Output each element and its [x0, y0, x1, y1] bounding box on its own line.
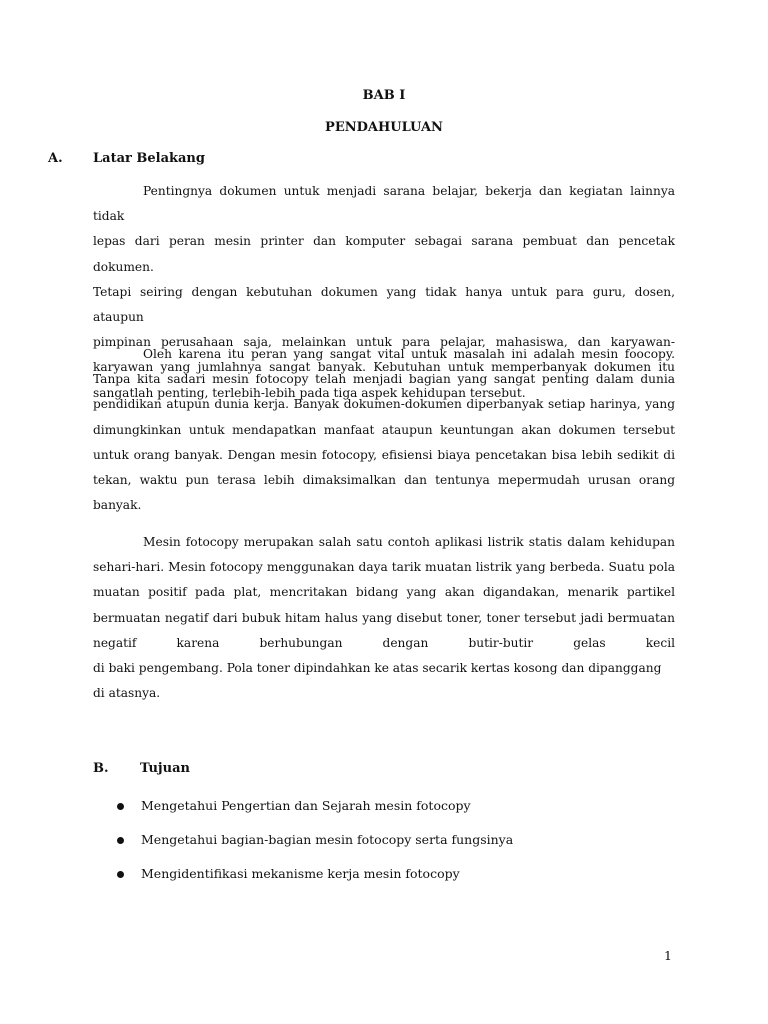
- page-number: 1: [664, 948, 672, 963]
- paragraph-line: lepas dari peran mesin printer dan komputer sebagai sarana pembuat dan pencetak dokumen.: [93, 234, 675, 274]
- paragraph-line: Tetapi seiring dengan kebutuhan dokumen yang tidak hanya untuk para guru, dosen, ataupun: [93, 284, 675, 325]
- paragraph-line: karyawan yang jumlahnya sangat banyak. Kebutuhan untuk memperbanyak dokumen itu: [93, 360, 675, 375]
- paragraph-line: Pentingnya dokumen untuk menjadi sarana belajar, bekerja dan kegiatan lainnya tidak: [93, 184, 675, 224]
- bullet-icon: [117, 803, 124, 810]
- objectives-list: [115, 796, 513, 898]
- paragraph-line: Oleh karena itu peran yang sangat vital untuk masalah ini adalah mesin foocopy.: [143, 347, 675, 361]
- list-item-text: Mengetahui Pengertian dan Sejarah mesin fotocopy: [141, 798, 471, 813]
- paragraph-line: muatan positif pada plat, mencritakan bidang yang akan digandakan, menarik partikel: [93, 585, 675, 600]
- paragraph-line: tekan, waktu pun terasa lebih dimaksimalkan dan tentunya mepermudah urusan orang: [93, 473, 675, 488]
- paragraph-line: Mesin fotocopy merupakan salah satu contoh aplikasi listrik statis dalam kehidupan: [143, 535, 675, 549]
- chapter-title: PENDAHULUAN: [325, 120, 443, 135]
- bullet-icon: [117, 837, 124, 844]
- section-a-letter: A.: [48, 151, 63, 166]
- list-item: [115, 830, 513, 864]
- paragraph-line: negatif karena berhubungan dengan butir-butir gelas kecil: [93, 635, 675, 650]
- chapter-number: BAB I: [362, 88, 406, 103]
- list-item-text: Mengidentifikasi mekanisme kerja mesin fotocopy: [141, 866, 460, 881]
- section-b-letter: B.: [93, 761, 109, 776]
- paragraph-2: [93, 342, 675, 518]
- bullet-icon: [117, 871, 124, 878]
- paragraph-line: untuk orang banyak. Dengan mesin fotocopy, efisiensi biaya pencetakan bisa lebih sedikit di: [93, 447, 675, 462]
- paragraph-line: pendidikan atupun dunia kerja. Banyak dokumen-dokumen diperbanyak setiap harinya, yang: [93, 397, 675, 412]
- list-item: [115, 864, 513, 898]
- section-a-title: Latar Belakang: [93, 151, 205, 166]
- paragraph-line: dimungkinkan untuk mendapatkan manfaat ataupun keuntungan akan dokumen tersebut: [93, 422, 675, 437]
- list-item-text: Mengetahui bagian-bagian mesin fotocopy serta fungsinya: [141, 832, 514, 847]
- paragraph-line: pimpinan perusahaan saja, melainkan untuk para pelajar, mahasiswa, dan karyawan-: [93, 335, 675, 350]
- paragraph-line: bermuatan negatif dari bubuk hitam halus yang disebut toner, toner tersebut jadi bermuatan: [93, 610, 675, 625]
- paragraph-line: di atasnya.: [93, 686, 161, 701]
- paragraph-line: sehari-hari. Mesin fotocopy menggunakan daya tarik muatan listrik yang berbeda. Suatu pola: [93, 560, 675, 575]
- paragraph-line: sangatlah penting, terlebih-lebih pada tiga aspek kehidupan tersebut.: [93, 385, 526, 400]
- paragraph-line: di baki pengembang. Pola toner dipindahkan ke atas secarik kertas kosong dan dipanggang: [93, 661, 662, 676]
- paragraph-line: banyak.: [93, 498, 142, 513]
- list-item: [115, 796, 513, 830]
- section-b-title: Tujuan: [140, 761, 190, 776]
- paragraph-line: Tanpa kita sadari mesin fotocopy telah menjadi bagian yang sangat penting dalam dunia: [93, 372, 675, 387]
- paragraph-3: [93, 530, 675, 706]
